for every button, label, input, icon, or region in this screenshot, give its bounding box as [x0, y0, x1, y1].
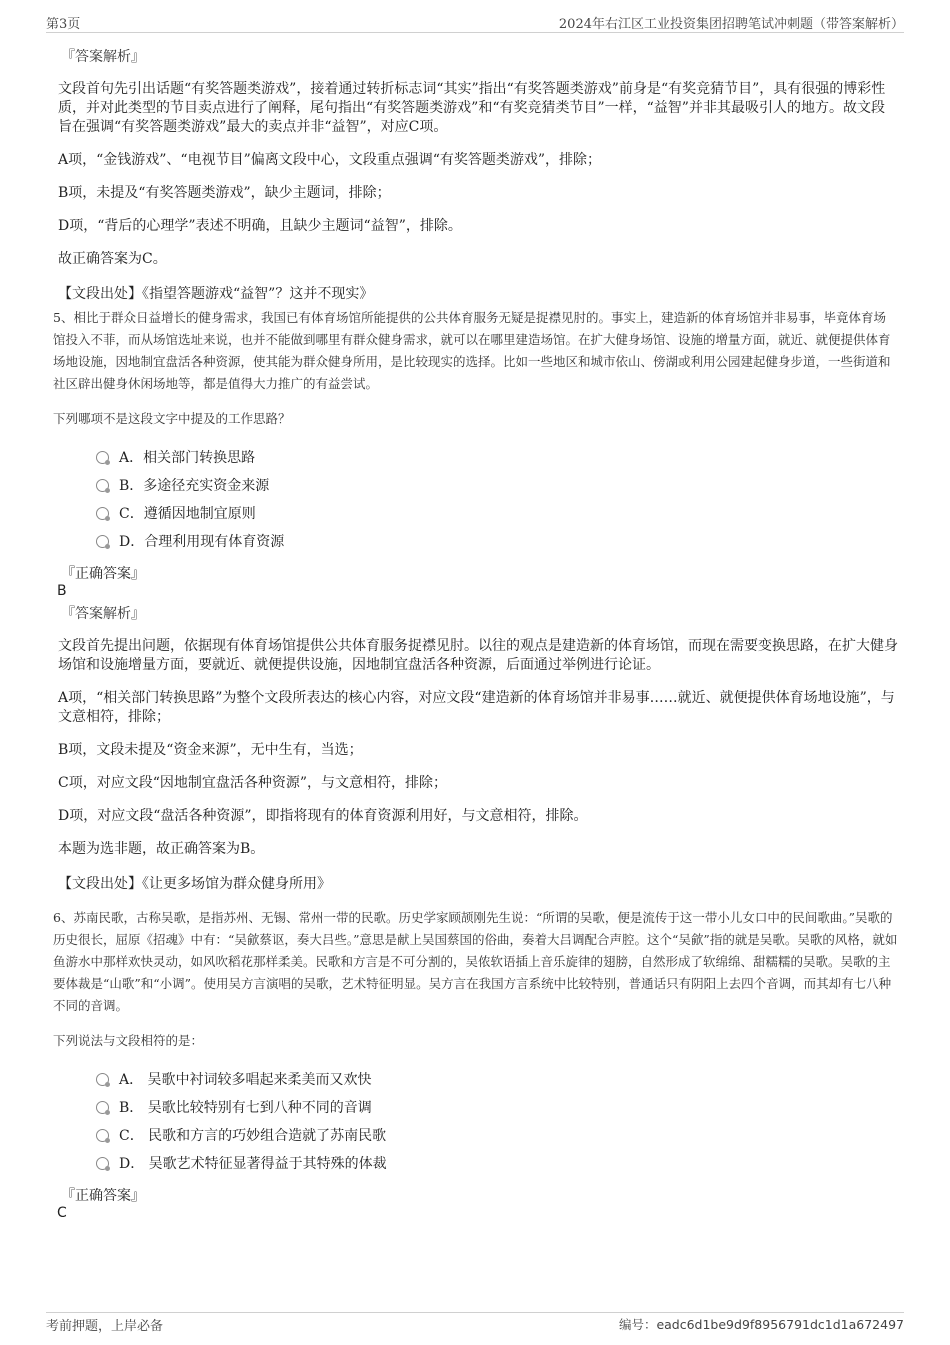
q5-options	[58, 443, 898, 555]
q5-analysis-label: 『答案解析』	[61, 606, 145, 622]
q6-text: 6、苏南民歌，古称吴歌，是指苏州、无锡、常州一带的民歌。历史学家顾颉刚先生说：“所谓的吴歌，便是流传于这一带小儿女口中的民间歌曲。”吴歌的历史很长，屈原《招魂》中有：“吴歈蔡讴，奏大吕些。”意思是献上吴国蔡国的俗曲，奏着大吕调配合声腔。这个“吴歈”指的就是吴歌。吴歌的风格，就如鱼游水中那样欢快灵动，如风吹稻花那样柔美。民歌和方言是不可分割的，吴侬软语插上音乐旋律的翅膀，自然形成了软绵绵、甜糯糯的吴歌。吴歌的主要体裁是“山歌”和“小调”。使用吴方言演唱的吴歌，艺术特征明显。吴方言在我国方言系统中比较特别，普通话只有阴阳上去四个音调，而其却有七八种不同的音调。	[53, 910, 898, 1013]
q5-answer-label: 『正确答案』	[61, 566, 145, 582]
radio-icon[interactable]	[96, 1157, 109, 1170]
q5-option-c[interactable]	[96, 499, 898, 527]
q6-answer: C	[57, 1205, 67, 1221]
q5-answer: B	[57, 583, 67, 599]
page-footer	[46, 1312, 904, 1335]
analysis-paragraph: D项，“背后的心理学”表述不明确，且缺少主题词“益智”，排除。	[58, 218, 462, 234]
q5-source: 【文段出处】《让更多场馆为群众健身所用》	[58, 876, 331, 892]
content	[53, 46, 898, 1221]
radio-icon[interactable]	[96, 1101, 109, 1114]
option-label: B． 吴歌比较特别有七到八种不同的音调	[119, 1100, 372, 1116]
document-code: 编号：eadc6d1be9d9f8956791dc1d1a672497	[618, 1317, 904, 1332]
q6-prompt: 下列说法与文段相符的是：	[53, 1033, 204, 1048]
analysis-paragraph: B项，未提及“有奖答题类游戏”，缺少主题词，排除；	[58, 185, 391, 201]
q6-option-a[interactable]	[96, 1065, 898, 1093]
analysis-paragraph: 文段首先提出问题，依据现有体育场馆提供公共体育服务捉襟见肘。以往的观点是建造新的体育场馆，而现在需要变换思路，在扩大健身场馆和设施增量方面，要就近、就便提供设施，因地制宜盘活各种资源，后面通过举例进行论证。	[58, 638, 898, 673]
analysis-paragraph: 故正确答案为C。	[58, 251, 167, 267]
radio-icon[interactable]	[96, 1073, 109, 1086]
footer-slogan: 考前押题，上岸必备	[46, 1318, 164, 1334]
analysis-paragraph: 文段首句先引出话题“有奖答题类游戏”，接着通过转折标志词“其实”指出“有奖答题类游戏”前身是“有奖竞猜节目”，具有很强的博彩性质，并对此类型的节目卖点进行了阐释，尾句指出“有奖答题类游戏”和“有奖竞猜类节目”一样，“益智”并非其最吸引人的地方。故文段旨在强调“有奖答题类游戏”最大的卖点并非“益智”，对应C项。	[58, 81, 886, 135]
q6-option-b[interactable]	[96, 1093, 898, 1121]
q5-prompt: 下列哪项不是这段文字中提及的工作思路？	[53, 411, 291, 426]
q5-option-a[interactable]	[96, 443, 898, 471]
analysis-paragraph: C项，对应文段“因地制宜盘活各种资源”，与文意相符，排除；	[58, 775, 448, 791]
analysis-paragraph: 本题为选非题，故正确答案为B。	[58, 841, 265, 857]
q6-options	[58, 1065, 898, 1177]
q6-answer-label: 『正确答案』	[61, 1188, 145, 1204]
q5-option-b[interactable]	[96, 471, 898, 499]
radio-icon[interactable]	[96, 507, 109, 520]
q6-option-d[interactable]	[96, 1149, 898, 1177]
analysis-paragraph: D项，对应文段“盘活各种资源”，即指将现有的体育资源利用好，与文意相符，排除。	[58, 808, 588, 824]
page-number: 第3页	[46, 16, 81, 32]
q4-analysis	[58, 80, 898, 269]
analysis-paragraph: A项，“金钱游戏”、“电视节目”偏离文段中心，文段重点强调“有奖答题类游戏”，排除；	[58, 152, 602, 168]
q5-option-d[interactable]	[96, 527, 898, 555]
q5-text: 5、相比于群众日益增长的健身需求，我国已有体育场馆所能提供的公共体育服务无疑是捉襟见肘的。事实上，建造新的体育场馆并非易事，毕竟体育场馆投入不菲，而从场馆选址来说，也并不能做到哪里有群众健身需求，就可以在哪里建造场馆。在扩大健身场馆、设施的增量方面，就近、就便提供体育场地设施，因地制宜盘活各种资源，使其能为群众健身所用，是比较现实的选择。比如一些地区和城市依山、傍湖或利用公园建起健身步道，一些街道和社区辟出健身休闲场地等，都是值得大力推广的有益尝试。	[53, 310, 891, 391]
analysis-paragraph: B项，文段未提及“资金来源”，无中生有，当选；	[58, 742, 363, 758]
option-label: A． 吴歌中衬词较多唱起来柔美而又欢快	[119, 1072, 372, 1088]
option-label: B．多途径充实资金来源	[119, 478, 270, 494]
q6-option-c[interactable]	[96, 1121, 898, 1149]
page-header	[46, 12, 904, 33]
q5-analysis	[58, 637, 898, 859]
q4-analysis-label: 『答案解析』	[61, 49, 145, 65]
option-label: D． 吴歌艺术特征显著得益于其特殊的体裁	[119, 1156, 387, 1172]
option-label: D．合理利用现有体育资源	[119, 534, 285, 550]
radio-icon[interactable]	[96, 451, 109, 464]
radio-icon[interactable]	[96, 535, 109, 548]
option-label: A．相关部门转换思路	[119, 450, 256, 466]
option-label: C．遵循因地制宜原则	[119, 506, 256, 522]
radio-icon[interactable]	[96, 1129, 109, 1142]
q4-source: 【文段出处】《指望答题游戏“益智”？这并不现实》	[58, 286, 374, 302]
analysis-paragraph: A项，“相关部门转换思路”为整个文段所表达的核心内容，对应文段“建造新的体育场馆并非易事……就近、就便提供体育场地设施”，与文意相符，排除；	[58, 690, 895, 725]
option-label: C． 民歌和方言的巧妙组合造就了苏南民歌	[119, 1128, 387, 1144]
radio-icon[interactable]	[96, 479, 109, 492]
document-title: 2024年右江区工业投资集团招聘笔试冲刺题（带答案解析）	[558, 16, 904, 32]
